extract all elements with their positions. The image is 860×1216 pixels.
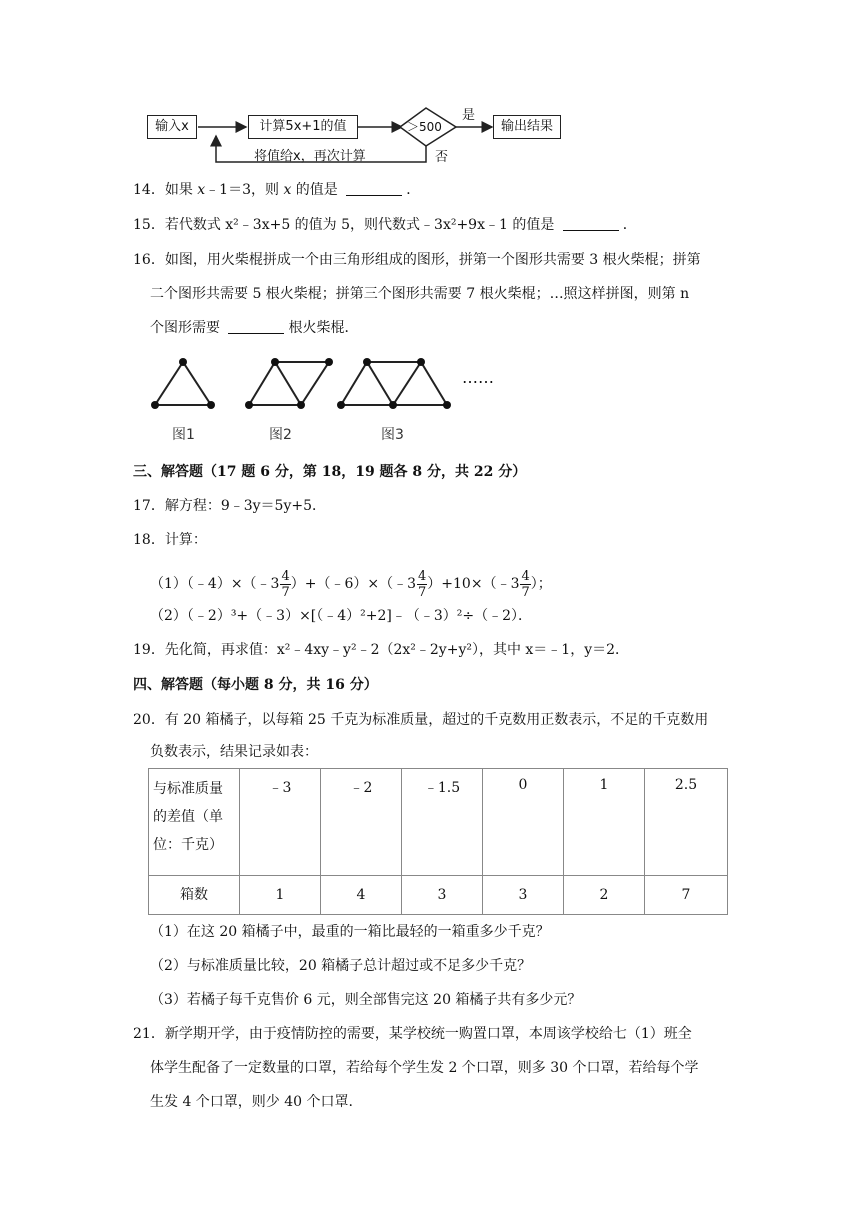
- variable: x: [283, 182, 292, 198]
- question-number: 14．: [133, 182, 165, 198]
- expression-text: （1）（﹣4）×（﹣3: [150, 576, 280, 592]
- table-cell: ﹣1.5: [402, 769, 483, 876]
- question-number: 21．: [133, 1026, 165, 1042]
- fraction: $\frac{4}{7}$: [418, 568, 427, 600]
- question-text: 个图形需要: [150, 320, 225, 336]
- question-text: 如果: [164, 182, 198, 198]
- question-text: 新学期开学，由于疫情防控的需要，某学校统一购置口罩，本周该学校给七（1）班全: [164, 1026, 692, 1042]
- flowchart-compute-box: [248, 115, 358, 139]
- matchstick-figures: [145, 350, 515, 420]
- table-cell: 3: [402, 876, 483, 915]
- question-20-sub-2: （2）与标准质量比较，20 箱橘子总计超过或不足多少千克？: [150, 958, 532, 974]
- question-20-sub-3: （3）若橘子每千克售价 6 元，则全部售完这 20 箱橘子共有多少元？: [150, 992, 582, 1008]
- table-header-cell: 箱数: [149, 876, 240, 915]
- figure-3-label: 图3: [381, 427, 404, 443]
- question-21-line-2: 体学生配备了一定数量的口罩，若给每个学生发 2 个口罩，则多 30 个口罩，若给每个学: [150, 1060, 699, 1076]
- question-number: 15．: [133, 217, 165, 233]
- question-number: 17．: [133, 498, 165, 514]
- table-row: [149, 769, 728, 876]
- flowchart-input-box: [147, 115, 197, 139]
- question-20-sub-1: （1）在这 20 箱橘子中，最重的一箱比最轻的一箱重多少千克？: [150, 924, 550, 940]
- question-number: 20．: [133, 712, 165, 728]
- flowchart-input-label: 输入x: [155, 119, 189, 134]
- question-15: [133, 215, 637, 235]
- question-text: 的值是: [291, 182, 343, 198]
- expression-text: ）；: [530, 576, 552, 592]
- question-14: [133, 180, 420, 200]
- section-4-heading: 四、解答题（每小题 8 分，共 16 分）: [133, 677, 378, 693]
- flowchart-output-box: [493, 115, 561, 139]
- question-text: 根火柴棍．: [288, 320, 359, 336]
- answer-blank[interactable]: [563, 216, 619, 231]
- table-cell: 7: [645, 876, 728, 915]
- question-text: 先化简，再求值：x²﹣4xy﹣y²﹣2（2x²﹣2y+y²），其中 x＝﹣1，y＝2．: [164, 642, 630, 658]
- table-row: [149, 876, 728, 915]
- question-16-line-2: 二个图形共需要 5 根火柴棍；拼第三个图形共需要 7 根火柴棍；…照这样拼图，则第 n: [150, 286, 690, 302]
- question-number: 18．: [133, 532, 165, 548]
- question-18-part-1: [150, 566, 552, 602]
- question-text: 计算：: [164, 532, 207, 548]
- answer-blank[interactable]: [346, 181, 402, 196]
- question-20-line-1: [133, 710, 708, 730]
- question-16-line-1: [133, 250, 701, 270]
- expression-text: ）+10×（﹣3: [427, 576, 520, 592]
- table-header-cell: 与标准质量的差值（单位：千克）: [149, 769, 240, 876]
- table-cell: ﹣3: [240, 769, 321, 876]
- question-18: [133, 530, 207, 550]
- question-number: 16．: [133, 252, 165, 268]
- question-19: [133, 640, 629, 660]
- flowchart-no-label: 否: [435, 150, 449, 165]
- question-text: ﹣1＝3，则: [205, 182, 284, 198]
- data-table: [148, 768, 728, 915]
- question-16-line-3: [150, 318, 358, 338]
- question-21-line-3: 生发 4 个口罩，则少 40 个口罩.: [150, 1094, 353, 1110]
- table-cell: 1: [240, 876, 321, 915]
- flowchart-condition-label: ＞500: [407, 120, 442, 134]
- question-18-part-2: （2）（﹣2）³+（﹣3）×[（﹣4）²+2]﹣（﹣3）²÷（﹣2）．: [150, 608, 533, 624]
- table-cell: 3: [483, 876, 564, 915]
- answer-blank[interactable]: [228, 319, 284, 334]
- section-3-heading: 三、解答题（17 题 6 分，第 18，19 题各 8 分，共 22 分）: [133, 464, 527, 480]
- figure-1-label: 图1: [172, 427, 195, 443]
- flowchart-compute-label: 计算5x+1的值: [259, 119, 347, 134]
- flowchart-loop-label: 将值给x，再次计算: [254, 149, 366, 164]
- question-21-line-1: [133, 1024, 692, 1044]
- fraction: $\frac{4}{7}$: [521, 568, 530, 600]
- table-cell: 4: [321, 876, 402, 915]
- table-cell: 2.5: [645, 769, 728, 876]
- question-17: [133, 496, 326, 516]
- table-cell: 1: [564, 769, 645, 876]
- table-cell: 2: [564, 876, 645, 915]
- question-text: 如图，用火柴棍拼成一个由三角形组成的图形，拼第一个图形共需要 3 根火柴棍；拼第: [164, 252, 701, 268]
- flowchart-output-label: 输出结果: [500, 119, 553, 134]
- table-cell: 0: [483, 769, 564, 876]
- table-cell: ﹣2: [321, 769, 402, 876]
- question-text: ．: [622, 217, 637, 233]
- expression-text: ）+（﹣6）×（﹣3: [290, 576, 417, 592]
- variable: x: [197, 182, 206, 198]
- question-number: 19．: [133, 642, 165, 658]
- question-20-line-2: 负数表示，结果记录如表：: [150, 744, 318, 760]
- question-text: ．: [406, 182, 421, 198]
- fraction: $\frac{4}{7}$: [281, 568, 290, 600]
- figure-2-label: 图2: [269, 427, 292, 443]
- question-text: 解方程：9﹣3y＝5y+5．: [164, 498, 327, 514]
- question-text: 有 20 箱橘子，以每箱 25 千克为标准质量，超过的千克数用正数表示，不足的千克数用: [164, 712, 709, 728]
- flowchart-yes-label: 是: [462, 108, 476, 123]
- question-text: 若代数式 x²﹣3x+5 的值为 5，则代数式﹣3x²+9x﹣1 的值是: [164, 217, 559, 233]
- ellipsis-dots: ……: [462, 368, 494, 387]
